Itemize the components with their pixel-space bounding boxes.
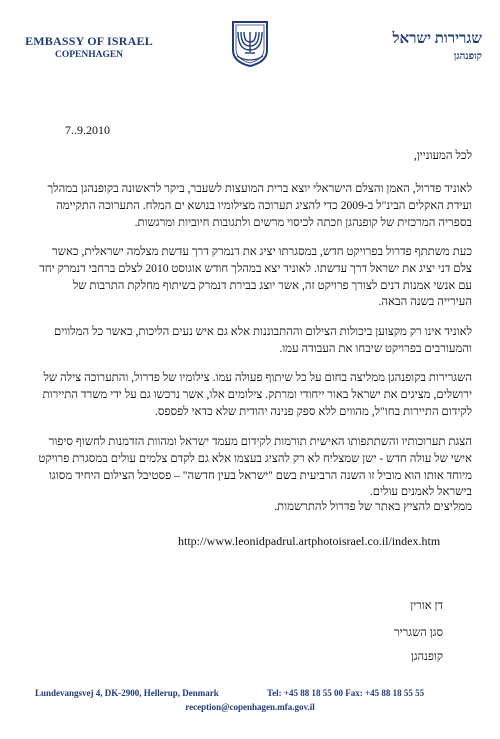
signature-title: סגן השגריר — [393, 627, 443, 639]
letter-date: 7..9.2010 — [65, 123, 110, 137]
website-link[interactable]: http://www.leonidpadrul.artphotoisrael.co.il/index.htm — [178, 534, 441, 548]
footer-email[interactable]: reception@copenhagen.mfa.gov.il — [185, 702, 315, 712]
signature-location: קופנהגן — [410, 651, 443, 663]
embassy-city-english: COPENHAGEN — [54, 50, 124, 60]
paragraph-4: השגרירות בקופנהגן ממליצה בחום על כל שיתוף פעולה עמו. צילומיו של פדרול, והתערוכה צילה של ירושלים, מציגים את ישראל באור ייחודי ומרתק. צילומים אלו, אשר נרכשו גם על ידי משרד התיירות לקידום התיירות בחו"ל, מהווים ללא ספק פנינה יהודית שלא כדאי לפספס. — [42, 371, 472, 418]
paragraph-1: לאוניד פדרול, האמן והצלם הישראלי יוצא ברית המועצות לשעבר, ביקר לראשונה בקופנהגן במהלך ועידת האקלים הבינ"ל ב-2009 כדי להציג תערוכה מצילומיו בנושא ים המלח. התערוכה התקיימה בספריה המרכזית של קופנהגן וזכתה לכיסוי מרשים ולתגובות חיוביות ומרגשות. — [47, 182, 472, 229]
embassy-name-english: EMBASSY OF ISRAEL — [25, 34, 153, 48]
embassy-name-hebrew: שגרירות ישראל — [392, 31, 482, 47]
paragraph-3: לאוניד אינו רק מקצוען ביכולות הצילום וההתבוננות אלא גם איש נעים הליכות, כאשר כל המלווים והמעורבים בפרויקט שיבחו את העבודה עמו. — [54, 325, 472, 355]
paragraph-5: הצגת תערוכותיו והשתתפותו האישית תורמות לקידום מעמד ישראל ומהוות הזדמנות לחשוף סיפור אישי של עולה חדש - ישן שמצליח לא רק להציג בעצמו אלא גם לקדם צלמים עולים במסגרת פרויקט מיוחד אותו הוא מוביל זו השנה הרביעית בשם "ישראל בעין חדשה" – פסטיבל הצילום היחיד מסוגו בישראל לאמנים עולים. — [38, 435, 472, 499]
paragraph-2: כעת משתתף פדרול בפרויקט חדש, במסגרתו יציג את דנמרק דרך עדשת מצלמה ישראלית, כאשר צלם דני יציג את ישראל דרך עדשתו. לאוניד יצא במהלך חודש אוגוסט 2010 לצלם ברחבי דנמרק יחד עם אנשי אמנות דנים לצורך פרויקט זה, אשר יוצג בבירת דנמרק בשיתוף מחלקת התרבות של העירייה בשנה הבאה. — [39, 245, 472, 309]
footer-address: Lundevangsvej 4, DK-2900, Hellerup, Denmark — [35, 688, 219, 698]
embassy-city-hebrew: קופנהגן — [453, 51, 482, 62]
signature-name: דן אורין — [410, 600, 443, 612]
paragraph-6: ממליצים להציץ באתר של פדרול להתרשמות. — [274, 500, 472, 513]
greeting: לכל המעוניין, — [413, 149, 472, 162]
menorah-emblem-icon — [230, 20, 270, 68]
footer-phone-fax: Tel: +45 88 18 55 00 Fax: +45 88 18 55 55 — [267, 688, 425, 698]
